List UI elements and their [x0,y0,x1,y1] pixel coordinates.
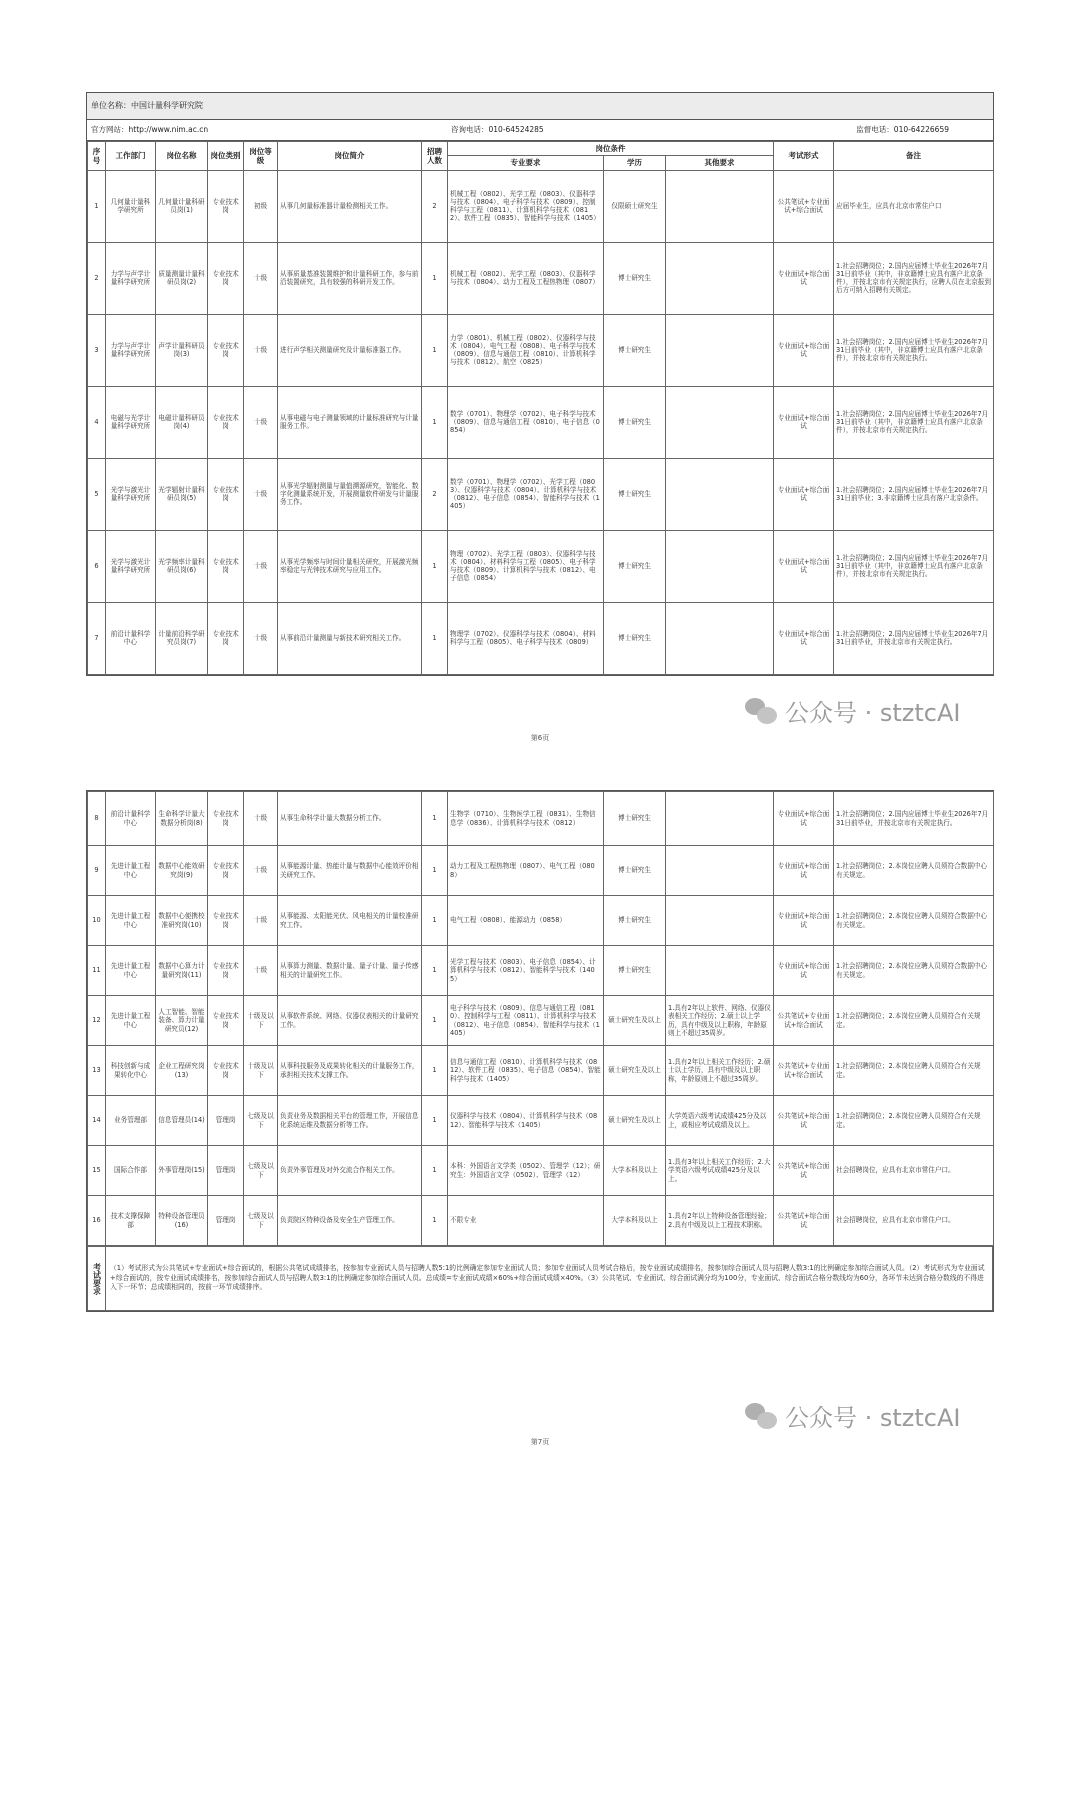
cell-no: 14 [88,1096,106,1146]
cell-level: 十级 [244,530,278,602]
cell-other: 1.具有2年以上特种设备管理经验；2.具有中级及以上工程技术职称。 [666,1196,774,1246]
table-row [88,792,994,846]
cell-count: 1 [422,996,448,1046]
consult-phone: 咨询电话：010-64524285 [451,125,544,135]
cell-exam: 专业面试+综合面试 [774,314,834,386]
cell-major: 本科：外国语言文学类（0502）、管理学（12）；研究生：外国语言文学（0502）、管理学（12） [448,1146,604,1196]
cell-dept: 几何量计量科学研究所 [106,170,156,242]
cell-major: 光学工程与技术（0803）、电子信息（0854）、计算机科学与技术（0812）、智能科学与技术（1405） [448,946,604,996]
cell-remark: 1.社会招聘岗位；2.本岗位应聘人员须符合数据中心有关规定。 [834,946,994,996]
cell-major: 生物学（0710）、生物医学工程（0831）、生物信息学（0836）、计算机科学与技术（0812） [448,792,604,846]
table-row [88,170,994,242]
watermark-1 [745,693,961,728]
cell-intro: 从事电磁与电子测量领域的计量标准研究与计量服务工作。 [278,386,422,458]
cell-post: 电磁计量科研员岗(4) [156,386,208,458]
cell-major: 物理学（0702）、仪器科学与技术（0804）、材料科学与工程（0805）、电子科学与技术（0809） [448,602,604,674]
cell-other: 1.具有2年以上相关工作经历；2.硕士以上学历，具有中级及以上职称，年龄原则上不超过35周岁。 [666,1046,774,1096]
table-row [88,1096,994,1146]
watermark-2 [745,1398,961,1433]
cell-no: 3 [88,314,106,386]
cell-post: 计量前沿科学研究员岗(7) [156,602,208,674]
cell-major: 物理（0702）、光学工程（0803）、仪器科学与技术（0804）、材料科学与工程（0805）、电子科学与技术（0809）、计算机科学与技术（0812）、电子信息（0854） [448,530,604,602]
website-text: 官方网站：http://www.nim.ac.cn [91,125,209,135]
cell-remark: 1.社会招聘岗位；2.本岗位应聘人员须符合有关规定。 [834,996,994,1046]
cell-remark: 1.社会招聘岗位；2.国内应届博士毕业生2026年7月31日前毕业（其中，非京籍博士应具有落户北京条件），并按北京市有关规定执行。 [834,314,994,386]
cell-count: 1 [422,1046,448,1096]
recruitment-table-page-2 [86,790,994,1312]
exam-req-label: 考试要求 [88,1247,106,1311]
job-rows-page-2 [88,792,994,1246]
cell-edu: 博士研究生 [604,386,666,458]
cell-exam: 专业面试+综合面试 [774,530,834,602]
cell-edu: 硕士研究生及以上 [604,996,666,1046]
cell-intro: 从事能源计量、热能计量与数据中心能效评价相关研究工作。 [278,846,422,896]
cell-edu: 硕士研究生及以上 [604,1096,666,1146]
header-intro: 岗位简介 [278,142,422,171]
cell-no: 2 [88,242,106,314]
cell-major: 电子科学与技术（0809）、信息与通信工程（0810）、控制科学与工程（0811）、计算机科学与技术（0812）、电子信息（0854）、智能科学与技术（1405） [448,996,604,1046]
table-row [88,996,994,1046]
cell-dept: 前沿计量科学中心 [106,792,156,846]
cell-post: 数据中心算力计量研究岗(11) [156,946,208,996]
cell-dept: 光学与激光计量科学研究所 [106,530,156,602]
recruitment-table-page-1 [86,92,994,676]
cell-level: 七级及以下 [244,1196,278,1246]
cell-remark: 1.社会招聘岗位；2.国内应届博士毕业生2026年7月31日前毕业；3.非京籍博士应具有落户北京条件。 [834,458,994,530]
cell-edu: 博士研究生 [604,458,666,530]
cell-remark: 1.社会招聘岗位；2.国内应届博士毕业生2026年7月31日前毕业（其中，非京籍博士应具有落户北京条件），并按北京市有关规定执行，应聘人员在北京报到后方可纳入招聘有关规定。 [834,242,994,314]
cell-post: 特种设备管理员(16) [156,1196,208,1246]
cell-major: 电气工程（0808）、能源动力（0858） [448,896,604,946]
cell-intro: 从事几何量标准器计量检测相关工作。 [278,170,422,242]
cell-type: 管理岗 [208,1096,244,1146]
cell-post: 信息管理员(14) [156,1096,208,1146]
cell-dept: 科技创新与成果转化中心 [106,1046,156,1096]
cell-type: 专业技术岗 [208,792,244,846]
cell-type: 专业技术岗 [208,458,244,530]
cell-edu: 博士研究生 [604,792,666,846]
cell-other: 大学英语六级考试成绩425分及以上，或相应考试成绩及以上。 [666,1096,774,1146]
header-conditions: 岗位条件 [448,142,774,156]
cell-exam: 专业面试+综合面试 [774,602,834,674]
table-row [88,602,994,674]
table-row [88,896,994,946]
cell-post: 质量测量计量科研员岗(2) [156,242,208,314]
header-dept: 工作部门 [106,142,156,171]
cell-type: 专业技术岗 [208,242,244,314]
cell-type: 管理岗 [208,1196,244,1246]
cell-exam: 公共笔试+综合面试 [774,1196,834,1246]
header-count: 招聘人数 [422,142,448,171]
cell-dept: 力学与声学计量科学研究所 [106,314,156,386]
page-number-2: 第7页 [530,1438,550,1446]
cell-no: 11 [88,946,106,996]
cell-level: 十级及以下 [244,996,278,1046]
header-post: 岗位名称 [156,142,208,171]
cell-edu: 博士研究生 [604,314,666,386]
cell-major: 机械工程（0802）、光学工程（0803）、仪器科学与技术（0804）、电子科学与技术（0809）、控制科学与工程（0811）、计算机科学与技术（0812）、软件工程（0835）、智能科学与技术（1405） [448,170,604,242]
cell-remark: 1.社会招聘岗位；2.国内应届博士毕业生2026年7月31日前毕业，并按北京市有关规定执行。 [834,602,994,674]
wechat-icon [745,1403,777,1429]
cell-dept: 先进计量工程中心 [106,946,156,996]
cell-major: 数学（0701）、物理学（0702）、电子科学与技术（0809）、信息与通信工程（0810）、电子信息（0854） [448,386,604,458]
cell-intro: 从事科技服务及成果转化相关的计量服务工作，承担相关技术支撑工作。 [278,1046,422,1096]
cell-other [666,530,774,602]
cell-level: 十级 [244,386,278,458]
cell-type: 专业技术岗 [208,386,244,458]
header-exam: 考试形式 [774,142,834,171]
job-table-2 [87,791,994,1246]
cell-edu: 博士研究生 [604,846,666,896]
table-row [88,530,994,602]
cell-count: 1 [422,1196,448,1246]
cell-post: 外事管理岗(15) [156,1146,208,1196]
cell-count: 1 [422,792,448,846]
cell-post: 生命科学计量大数据分析岗(8) [156,792,208,846]
cell-intro: 从事软件系统、网络、仪器仪表相关的计量研究工作。 [278,996,422,1046]
table-row [88,458,994,530]
cell-post: 人工智能、智能装备、算力计量研究员(12) [156,996,208,1046]
header-other: 其他要求 [666,156,774,170]
header-type: 岗位类别 [208,142,244,171]
table-row [88,242,994,314]
cell-no: 6 [88,530,106,602]
cell-edu: 大学本科及以上 [604,1196,666,1246]
cell-major: 力学（0801）、机械工程（0802）、仪器科学与技术（0804）、电气工程（0808）、电子科学与技术（0809）、信息与通信工程（0810）、计算机科学与技术（0812）、航空（0825） [448,314,604,386]
cell-post: 数据中心便携校准研究岗(10) [156,896,208,946]
cell-type: 专业技术岗 [208,896,244,946]
cell-exam: 专业面试+综合面试 [774,386,834,458]
cell-major: 动力工程及工程热物理（0807）、电气工程（0808） [448,846,604,896]
cell-intro: 从事光学频率与时间计量相关研究，开展激光频率稳定与光钟技术研究与应用工作。 [278,530,422,602]
cell-other [666,314,774,386]
cell-count: 1 [422,946,448,996]
cell-major: 不限专业 [448,1196,604,1246]
cell-post: 几何量计量科研员岗(1) [156,170,208,242]
cell-remark: 1.社会招聘岗位；2.国内应届博士毕业生2026年7月31日前毕业（其中，非京籍博士应具有落户北京条件），并按北京市有关规定执行。 [834,386,994,458]
cell-dept: 先进计量工程中心 [106,846,156,896]
cell-remark: 1.社会招聘岗位；2.本岗位应聘人员须符合数据中心有关规定。 [834,846,994,896]
cell-intro: 进行声学相关测量研究及计量标准器工作。 [278,314,422,386]
cell-count: 1 [422,242,448,314]
cell-count: 1 [422,896,448,946]
cell-level: 十级 [244,846,278,896]
cell-remark: 1.社会招聘岗位；2.本岗位应聘人员须符合有关规定。 [834,1096,994,1146]
cell-exam: 公共笔试+综合面试 [774,1096,834,1146]
unit-name: 单位名称：中国计量科学研究院 [91,101,203,110]
cell-intro: 负责业务及数据相关平台的管理工作，开展信息化系统运维及数据分析等工作。 [278,1096,422,1146]
cell-no: 7 [88,602,106,674]
cell-edu: 大学本科及以上 [604,1146,666,1196]
cell-other [666,792,774,846]
cell-intro: 从事能源、太阳能光伏、风电相关的计量校准研究工作。 [278,896,422,946]
cell-level: 初级 [244,170,278,242]
cell-post: 声学计量科研员岗(3) [156,314,208,386]
cell-dept: 电磁与光学计量科学研究所 [106,386,156,458]
cell-type: 管理岗 [208,1146,244,1196]
cell-no: 16 [88,1196,106,1246]
cell-count: 1 [422,846,448,896]
cell-type: 专业技术岗 [208,996,244,1046]
cell-other [666,386,774,458]
cell-dept: 力学与声学计量科学研究所 [106,242,156,314]
cell-count: 1 [422,602,448,674]
cell-intro: 从事质量基准装置维护和计量科研工作，参与前沿装置研究，具有较强的科研开发工作。 [278,242,422,314]
cell-major: 信息与通信工程（0810）、计算机科学与技术（0812）、软件工程（0835）、电子信息（0854）、智能科学与技术（1405） [448,1046,604,1096]
cell-intro: 从事光学辐射测量与量值溯源研究，智能化、数字化测量系统开发，开展测量软件研发与计量服务工作。 [278,458,422,530]
cell-other [666,946,774,996]
cell-type: 专业技术岗 [208,314,244,386]
watermark-text: 公众号 · stztcAI [785,699,961,727]
cell-exam: 公共笔试+专业面试+综合面试 [774,996,834,1046]
cell-dept: 先进计量工程中心 [106,896,156,946]
cell-level: 十级 [244,946,278,996]
cell-edu: 硕士研究生及以上 [604,1046,666,1096]
header-no: 序号 [88,142,106,171]
cell-exam: 专业面试+综合面试 [774,242,834,314]
cell-dept: 国际合作部 [106,1146,156,1196]
cell-remark: 应届毕业生，应具有北京市常住户口 [834,170,994,242]
cell-other: 1.具有3年以上相关工作经历；2.大学英语六级考试成绩425分及以上。 [666,1146,774,1196]
cell-count: 1 [422,1146,448,1196]
cell-remark: 1.社会招聘岗位；2.本岗位应聘人员须符合数据中心有关规定。 [834,896,994,946]
cell-level: 十级 [244,314,278,386]
cell-intro: 从事算力测量、数据计量、量子计量、量子传感相关的计量研究工作。 [278,946,422,996]
cell-major: 仪器科学与技术（0804）、计算机科学与技术（0812）、智能科学与技术（1405） [448,1096,604,1146]
cell-no: 4 [88,386,106,458]
cell-exam: 专业面试+综合面试 [774,896,834,946]
cell-major: 数学（0701）、物理学（0702）、光学工程（0803）、仪器科学与技术（0804）、计算机科学与技术（0812）、电子信息（0854）、智能科学与技术（1405） [448,458,604,530]
cell-other [666,602,774,674]
table-row [88,1046,994,1096]
cell-other [666,846,774,896]
cell-type: 专业技术岗 [208,170,244,242]
cell-count: 1 [422,530,448,602]
cell-exam: 专业面试+综合面试 [774,946,834,996]
exam-requirements [87,1246,993,1311]
cell-post: 光学频率计量科研员岗(6) [156,530,208,602]
cell-exam: 专业面试+综合面试 [774,792,834,846]
cell-edu: 博士研究生 [604,242,666,314]
cell-count: 1 [422,1096,448,1146]
cell-no: 5 [88,458,106,530]
cell-exam: 公共笔试+专业面试+综合面试 [774,1046,834,1096]
cell-post: 数据中心能效研究岗(9) [156,846,208,896]
cell-other [666,458,774,530]
cell-exam: 专业面试+综合面试 [774,846,834,896]
job-rows-page-1 [88,170,994,674]
cell-edu: 博士研究生 [604,946,666,996]
cell-count: 2 [422,170,448,242]
cell-intro: 从事前沿计量测量与新技术研究相关工作。 [278,602,422,674]
cell-no: 15 [88,1146,106,1196]
cell-level: 十级 [244,792,278,846]
job-table-1 [87,141,994,675]
cell-no: 10 [88,896,106,946]
cell-exam: 公共笔试+综合面试 [774,1146,834,1196]
wechat-icon [745,698,777,724]
unit-name-bar [87,93,993,120]
cell-post: 光学辐射计量科研员岗(5) [156,458,208,530]
cell-no: 9 [88,846,106,896]
cell-level: 十级 [244,602,278,674]
table-row [88,314,994,386]
cell-other: 1.具有2年以上软件、网络、仪器仪表相关工作经历；2.硕士以上学历，具有中级及以上职称，年龄原则上不超过35周岁。 [666,996,774,1046]
cell-type: 专业技术岗 [208,1046,244,1096]
contact-bar [87,120,993,141]
cell-type: 专业技术岗 [208,946,244,996]
cell-level: 十级 [244,458,278,530]
cell-level: 七级及以下 [244,1146,278,1196]
cell-edu: 仅限硕士研究生 [604,170,666,242]
table-row [88,846,994,896]
page-number-1: 第6页 [530,734,550,742]
cell-other [666,896,774,946]
cell-level: 十级 [244,896,278,946]
cell-remark: 社会招聘岗位，应具有北京市常住户口。 [834,1196,994,1246]
cell-dept: 光学与激光计量科学研究所 [106,458,156,530]
cell-remark: 1.社会招聘岗位；2.本岗位应聘人员须符合有关规定。 [834,1046,994,1096]
cell-no: 12 [88,996,106,1046]
cell-level: 七级及以下 [244,1096,278,1146]
cell-type: 专业技术岗 [208,530,244,602]
header-major: 专业要求 [448,156,604,170]
header-level: 岗位等级 [244,142,278,171]
cell-count: 2 [422,458,448,530]
cell-dept: 先进计量工程中心 [106,996,156,1046]
cell-dept: 前沿计量科学中心 [106,602,156,674]
cell-count: 1 [422,386,448,458]
table-row [88,946,994,996]
cell-type: 专业技术岗 [208,602,244,674]
cell-post: 企业工程研究岗(13) [156,1046,208,1096]
header-edu: 学历 [604,156,666,170]
cell-intro: 负责院区特种设备及安全生产管理工作。 [278,1196,422,1246]
cell-no: 8 [88,792,106,846]
cell-level: 十级 [244,242,278,314]
cell-exam: 公共笔试+专业面试+综合面试 [774,170,834,242]
cell-intro: 从事生命科学计量大数据分析工作。 [278,792,422,846]
cell-intro: 负责外事管理及对外交流合作相关工作。 [278,1146,422,1196]
cell-count: 1 [422,314,448,386]
cell-remark: 1.社会招聘岗位；2.国内应届博士毕业生2026年7月31日前毕业，并按北京市有关规定执行。 [834,792,994,846]
cell-major: 机械工程（0802）、光学工程（0803）、仪器科学与技术（0804）、动力工程及工程热物理（0807） [448,242,604,314]
report-phone: 监督电话：010-64226659 [856,125,949,135]
watermark-text: 公众号 · stztcAI [785,1404,961,1432]
table-row [88,386,994,458]
cell-edu: 博士研究生 [604,530,666,602]
cell-level: 十级及以下 [244,1046,278,1096]
cell-dept: 技术支撑保障部 [106,1196,156,1246]
table-row [88,1196,994,1246]
cell-edu: 博士研究生 [604,602,666,674]
cell-no: 1 [88,170,106,242]
cell-dept: 业务管理部 [106,1096,156,1146]
cell-other [666,170,774,242]
cell-exam: 专业面试+综合面试 [774,458,834,530]
table-row [88,1146,994,1196]
header-remark: 备注 [834,142,994,171]
cell-edu: 博士研究生 [604,896,666,946]
cell-remark: 社会招聘岗位，应具有北京市常住户口。 [834,1146,994,1196]
cell-no: 13 [88,1046,106,1096]
exam-req-text: （1）考试形式为公共笔试+专业面试+综合面试的，根据公共笔试成绩排名，按参加专业面试人员与招聘人数5:1的比例确定参加专业面试人员；参加专业面试人员考试合格后，按专业面试成绩排名，按参加综合面试人员与招聘人数3:1的比例确定参加综合面试人员。（2）考试形式为专业面试+综合面试的，按专业面试成绩排名，按参加综合面试人员与招聘人数3:1的比例确定参加综合面试人员。总成绩=专业面试成绩×60%+综合面试成绩×40%。（3）公共笔试、专业面试、综合面试满分均为100分，专业面试、综合面试合格分数线均为60分，各环节未达到合格分数线的不得进入下一环节；总成绩相同的，按前一环节成绩排序。 [106,1247,993,1311]
cell-remark: 1.社会招聘岗位；2.国内应届博士毕业生2026年7月31日前毕业（其中，非京籍博士应具有落户北京条件），并按北京市有关规定执行。 [834,530,994,602]
cell-type: 专业技术岗 [208,846,244,896]
cell-other [666,242,774,314]
